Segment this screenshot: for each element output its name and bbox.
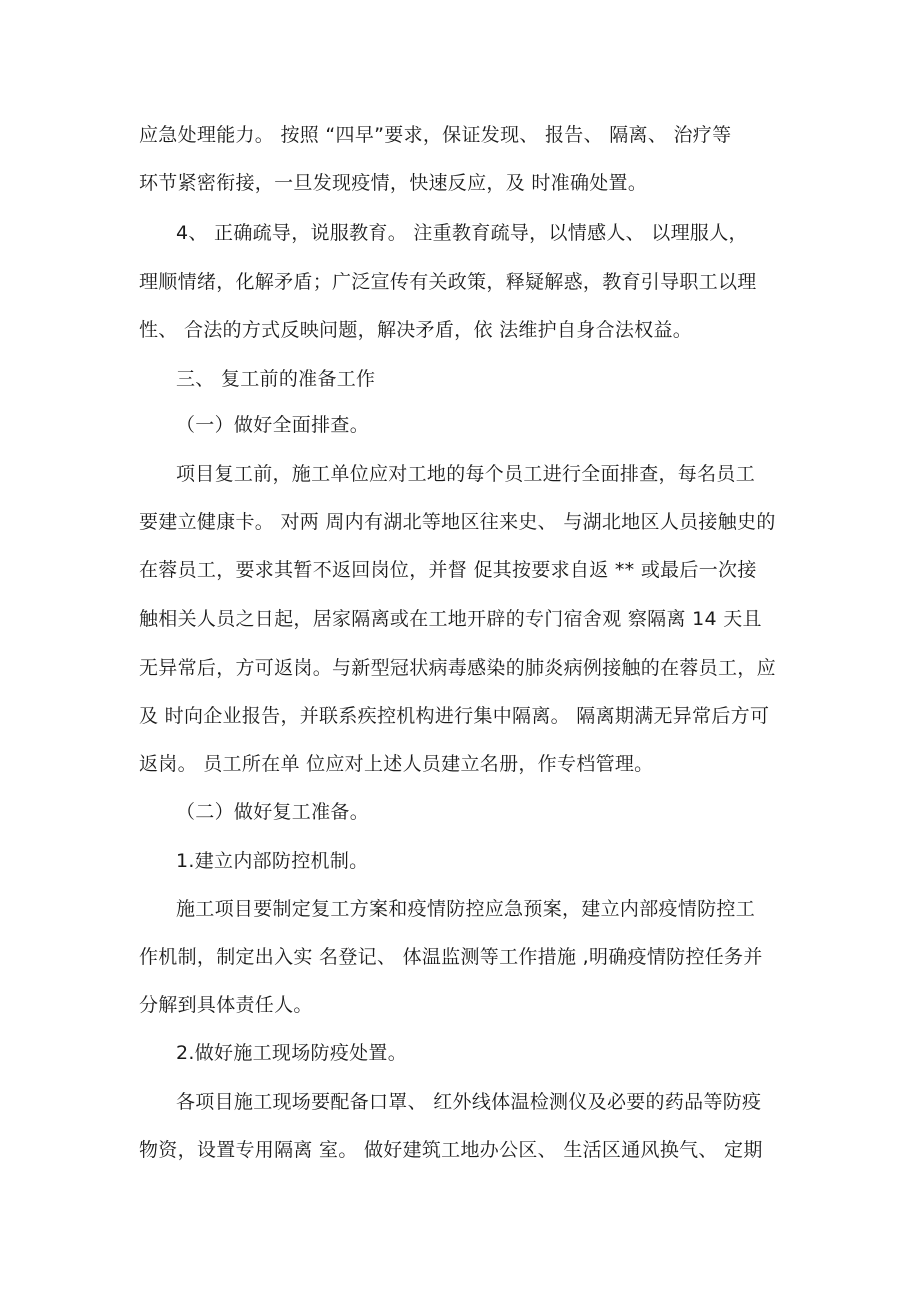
subsection-heading: （一）做好全面排查。 bbox=[176, 414, 370, 436]
subsection-heading: （二）做好复工准备。 bbox=[176, 801, 370, 823]
text-line: 分解到具体责任人。 bbox=[139, 994, 313, 1016]
text-line: 在蓉员工，要求其暂不返回岗位，并督 促其按要求自返 ** 或最后一次接 bbox=[139, 559, 757, 581]
text-line: 作机制，制定出入实 名登记、 体温监测等工作措施 ,明确疫情防控任务并 bbox=[139, 946, 763, 968]
text-line: 理顺情绪，化解矛盾；广泛宣传有关政策，释疑解惑，教育引导职工以理 bbox=[139, 271, 757, 293]
text-line: 项目复工前，施工单位应对工地的每个员工进行全面排查，每名员工 bbox=[176, 463, 756, 485]
text-line: 及 时向企业报告，并联系疾控机构进行集中隔离。 隔离期满无异常后方可 bbox=[139, 705, 770, 727]
text-line: 返岗。 员工所在单 位应对上述人员建立名册，作专档管理。 bbox=[139, 753, 654, 775]
text-line: 环节紧密衔接，一旦发现疫情，快速反应，及 时准确处置。 bbox=[139, 172, 648, 194]
text-line: 性、 合法的方式反映问题，解决矛盾，依 法维护自身合法权益。 bbox=[139, 319, 693, 341]
text-line: 无异常后，方可返岗。与新型冠状病毒感染的肺炎病例接触的在蓉员工，应 bbox=[139, 657, 776, 679]
section-heading: 三、 复工前的准备工作 bbox=[176, 368, 376, 390]
text-line: 各项目施工现场要配备口罩、 红外线体温检测仪及必要的药品等防疫 bbox=[176, 1091, 762, 1113]
item-heading: 2.做好施工现场防疫处置。 bbox=[176, 1042, 408, 1064]
text-line: 应急处理能力。 按照 “四早”要求，保证发现、 报告、 隔离、 治疗等 bbox=[139, 124, 732, 146]
text-line: 施工项目要制定复工方案和疫情防控应急预案，建立内部疫情防控工 bbox=[176, 898, 756, 920]
text-line: 触相关人员之日起，居家隔离或在工地开辟的专门宿舍观 察隔离 14 天且 bbox=[139, 608, 762, 630]
text-line: 物资，设置专用隔离 室。 做好建筑工地办公区、 生活区通风换气、 定期 bbox=[139, 1139, 763, 1161]
text-line: 要建立健康卡。 对两 周内有湖北等地区往来史、 与湖北地区人员接触史的 bbox=[139, 511, 776, 533]
text-line: 4、 正确疏导，说服教育。 注重教育疏导，以情感人、 以理服人， bbox=[176, 222, 748, 244]
item-heading: 1.建立内部防控机制。 bbox=[176, 850, 369, 872]
